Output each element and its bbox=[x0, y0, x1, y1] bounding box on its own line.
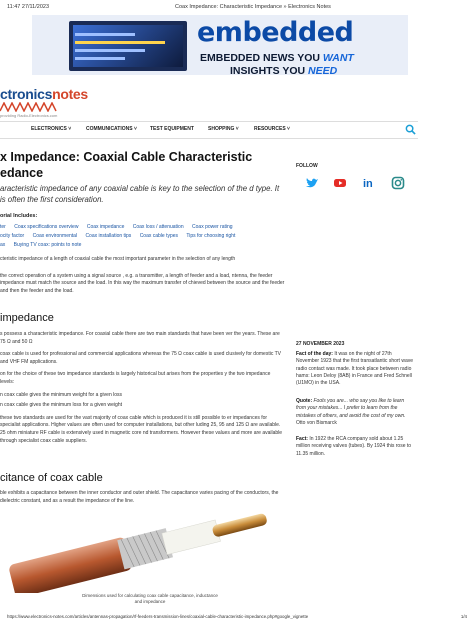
tutorial-link[interactable]: ocity factor bbox=[0, 233, 25, 239]
twitter-icon[interactable] bbox=[305, 176, 319, 190]
nav-electronics[interactable]: ELECTRONICS ˅ bbox=[31, 126, 72, 132]
article-body-2 bbox=[0, 331, 285, 450]
nav-test-equipment[interactable]: TEST EQUIPMENT bbox=[150, 126, 194, 132]
section-heading-impedance: impedance bbox=[0, 312, 54, 324]
sidebar-date: 27 NOVEMBER 2023 bbox=[296, 341, 345, 347]
paragraph: the correct operation of a system using a signal source , e.g. a transmitter, a length of feeder and a load, ntenna, the feeder impedance must match the source and the load. In this way the maximum transfer of chieved between the source and the feeder and then the feeder and the load. bbox=[0, 272, 285, 294]
footer-page-number: 1/4 bbox=[460, 614, 467, 619]
tutorial-link[interactable]: ax bbox=[0, 242, 6, 248]
linkedin-icon[interactable] bbox=[362, 176, 376, 190]
tutorial-link[interactable]: Coax specifications overview bbox=[14, 224, 79, 230]
print-page-title: Coax Impedance: Characteristic Impedance » Electronics Notes bbox=[175, 4, 331, 10]
tutorial-link[interactable]: Coax installation tips bbox=[85, 233, 132, 239]
ad-monitor-image bbox=[69, 21, 187, 71]
site-tagline: providing Radio-Electronics.com bbox=[0, 113, 58, 118]
tutorial-link[interactable]: Tips for choosing right bbox=[186, 233, 236, 239]
page-title-cont: edance bbox=[0, 166, 44, 180]
site-name: ctronicsnotes bbox=[0, 86, 88, 102]
tutorial-link[interactable]: ter bbox=[0, 224, 6, 230]
waveform-icon bbox=[0, 102, 60, 112]
ad-headline-2: INSIGHTS YOU NEED bbox=[230, 65, 338, 75]
tutorial-link[interactable]: Buying TV coax: points to note bbox=[13, 242, 82, 248]
ad-logo: embedded bbox=[197, 17, 354, 48]
follow-heading: FOLLOW bbox=[296, 163, 318, 169]
intro-text: aracteristic impedance of any coaxial cable is key to the selection of the d type. It is often the first consideration. bbox=[0, 184, 280, 204]
tutorial-link[interactable]: Coax loss / attenuation bbox=[132, 224, 184, 230]
figure-caption: Dimensions used for calculating coax cable capacitance, inductance and impedance bbox=[82, 593, 218, 604]
nav-shopping[interactable]: SHOPPING ˅ bbox=[208, 126, 239, 132]
fact-box: Fact: In 1922 the RCA company sold about 1.25 million receiving valves (tubes). By 1924 this rose to 11.35 million. bbox=[296, 436, 412, 457]
print-time: 11:47 27/11/2023 bbox=[7, 4, 50, 10]
paragraph: on for the choice of these two impedance standards is largely historical but arises from the properties y the two impedance levels: bbox=[0, 371, 271, 385]
paragraph: ble exhibits a capacitance between the inner conductor and outer shield. The capacitance varies pacing of the conductors, the dielectric constant, and as a result the impedance of the line. bbox=[0, 490, 279, 504]
paragraph: s possess a characteristic impedance. For coaxial cable there are two main standards that have been ver the years. These are 75 Ω and 50 Ω bbox=[0, 331, 280, 345]
paragraph: n coax cable gives the minimum loss for a given weight bbox=[0, 402, 123, 409]
tutorial-heading: orial Includes: bbox=[0, 213, 38, 219]
tutorial-links bbox=[0, 223, 285, 250]
ad-banner[interactable] bbox=[32, 15, 408, 75]
instagram-icon[interactable] bbox=[391, 176, 405, 190]
print-footer bbox=[0, 614, 474, 622]
tutorial-link[interactable]: Coax environmental bbox=[32, 233, 78, 239]
svg-text:in: in bbox=[363, 178, 373, 190]
section-heading-capacitance: citance of coax cable bbox=[0, 472, 103, 484]
tutorial-link[interactable]: Coax power rating bbox=[192, 224, 233, 230]
coax-cable-diagram bbox=[0, 505, 285, 593]
fact-of-the-day: Fact of the day: It was on the night of 27th November 1923 that the first transatlantic short wave radio contact was made. It took place between radio hams: Leon Deloy (8AB) in France and Fred Schnell (U1MO) in the USA. bbox=[296, 351, 414, 387]
paragraph: cteristic impedance of a length of coaxial cable the most important parameter in the selection of any length bbox=[0, 256, 236, 262]
ad-headline-1: EMBEDDED NEWS YOU WANT bbox=[200, 52, 354, 64]
tutorial-link[interactable]: Coax cable types bbox=[139, 233, 179, 239]
footer-url: https://www.electronics-notes.com/articles/antennas-propagation/rf-feeders-transmission-lines/coaxial-cable-characteristic-impedance.php#google_vignette bbox=[7, 614, 309, 619]
main-nav bbox=[0, 121, 418, 139]
search-icon[interactable] bbox=[405, 124, 416, 135]
tutorial-link[interactable]: Coax impedance bbox=[86, 224, 125, 230]
paragraph: these two standards are used for the vast majority of coax cable which is produced it is still possible to er impedances for specialist applications. Higher values are often used for computer installations, but other luding 25, 95 and 125 Ω are available. 25 ohm miniature RF cable is extensively used in magnetic core nd transformers. However these values and more are available through specialist coax cable suppliers. bbox=[0, 414, 283, 444]
paragraph: coax cable is used for professional and commercial applications whereas the 75 Ω coax cable is used clusively for domestic TV and VHF FM applications. bbox=[0, 351, 282, 365]
site-logo[interactable] bbox=[0, 86, 110, 120]
paragraph: n coax cable gives the minimum weight for a given loss bbox=[0, 391, 123, 398]
youtube-icon[interactable] bbox=[333, 176, 347, 190]
nav-communications[interactable]: COMMUNICATIONS ˅ bbox=[86, 126, 137, 132]
nav-resources[interactable]: RESOURCES ˅ bbox=[254, 126, 290, 132]
article-body-1 bbox=[0, 256, 285, 300]
quote-of-the-day: Quote: Fools you are... who say you like to learn from your mistakes... I prefer to learn from the mistakes of others, and avoid the cost of my own. Otto von Bismarck bbox=[296, 398, 406, 426]
page-title: x Impedance: Coaxial Cable Characteristic bbox=[0, 150, 253, 164]
